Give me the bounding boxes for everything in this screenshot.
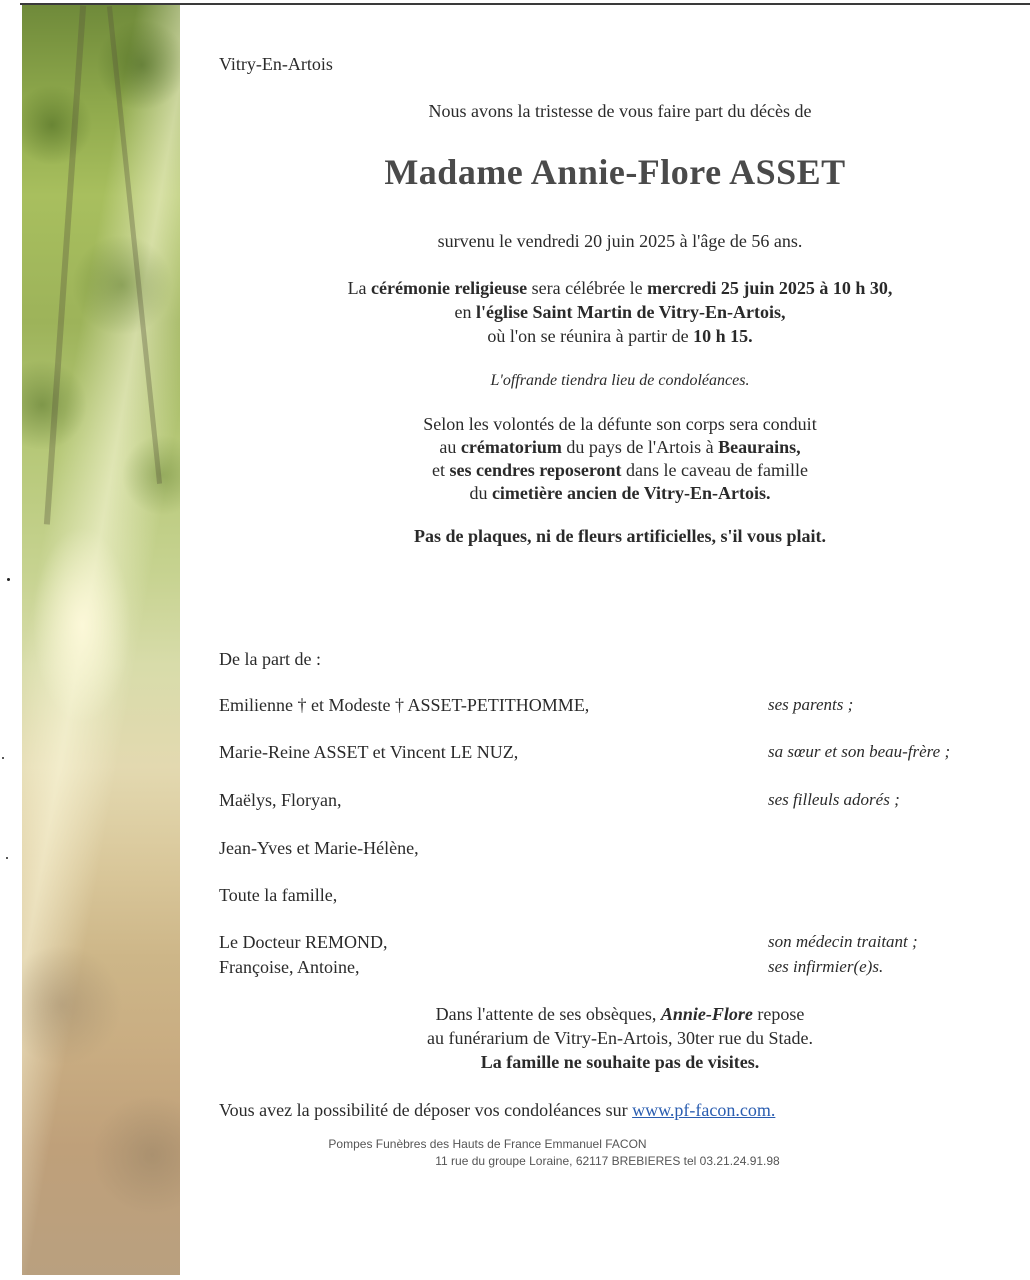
family-relation-1: ses parents ; [768,695,854,714]
family-name-1: Emilienne † et Modeste † ASSET-PETITHOMME, [219,695,590,715]
death-date-line: survenu le vendredi 20 juin 2025 à l'âge de 56 ans. [437,231,803,251]
funeral-home-address: 11 rue du groupe Loraine, 62117 BREBIERES tel 03.21.24.91.98 [435,1154,780,1168]
cremation-line-2: au crématorium du pays de l'Artois à Beaurains, [439,437,801,457]
location-heading: Vitry-En-Artois [219,54,333,74]
cremation-line-1: Selon les volontés de la défunte son corps sera conduit [423,414,817,434]
rest-line-2: au funérarium de Vitry-En-Artois, 30ter rue du Stade. [427,1028,813,1048]
funeral-home-name: Pompes Funèbres des Hauts de France Emmanuel FACON [328,1137,647,1151]
ceremony-line-1: La cérémonie religieuse sera célébrée le mercredi 25 juin 2025 à 10 h 30, [347,278,893,298]
foliage-overlay [22,5,180,1275]
family-relation-3: ses filleuls adorés ; [768,790,900,809]
ceremony-line-2: en l'église Saint Martin de Vitry-En-Artois, [454,302,786,322]
rest-line-1: Dans l'attente de ses obsèques, Annie-Flore repose [435,1004,805,1024]
cremation-line-3: et ses cendres reposeront dans le caveau de famille [432,460,808,480]
scan-speck [6,857,8,859]
ceremony-line-3: où l'on se réunira à partir de 10 h 15. [487,326,753,346]
family-relation-2: sa sœur et son beau-frère ; [768,742,951,761]
family-relation-6: son médecin traitant ; [768,932,918,951]
no-visits-notice: La famille ne souhaite pas de visites. [480,1052,760,1072]
scan-speck [7,578,10,581]
condolences-line: Vous avez la possibilité de déposer vos condoléances sur www.pf-facon.com. [219,1100,776,1120]
forest-path-photo [22,5,180,1275]
family-name-7: Françoise, Antoine, [219,957,360,977]
no-plaques-notice: Pas de plaques, ni de fleurs artificielles, s'il vous plait. [413,526,826,546]
condolences-link[interactable]: www.pf-facon.com. [632,1100,776,1120]
offering-note: L'offrande tiendra lieu de condoléances. [490,372,750,389]
intro-line: Nous avons la tristesse de vous faire part du décès de [428,101,812,121]
from-label: De la part de : [219,649,321,669]
family-name-3: Maëlys, Floryan, [219,790,342,810]
deceased-name: Madame Annie-Flore ASSET [384,152,846,192]
family-name-4: Jean-Yves et Marie-Hélène, [219,838,419,858]
cremation-line-4: du cimetière ancien de Vitry-En-Artois. [469,483,771,503]
family-name-6: Le Docteur REMOND, [219,932,388,952]
scan-speck [2,757,4,759]
family-relation-7: ses infirmier(e)s. [768,957,884,976]
family-name-2: Marie-Reine ASSET et Vincent LE NUZ, [219,742,519,762]
family-name-5: Toute la famille, [219,885,338,905]
